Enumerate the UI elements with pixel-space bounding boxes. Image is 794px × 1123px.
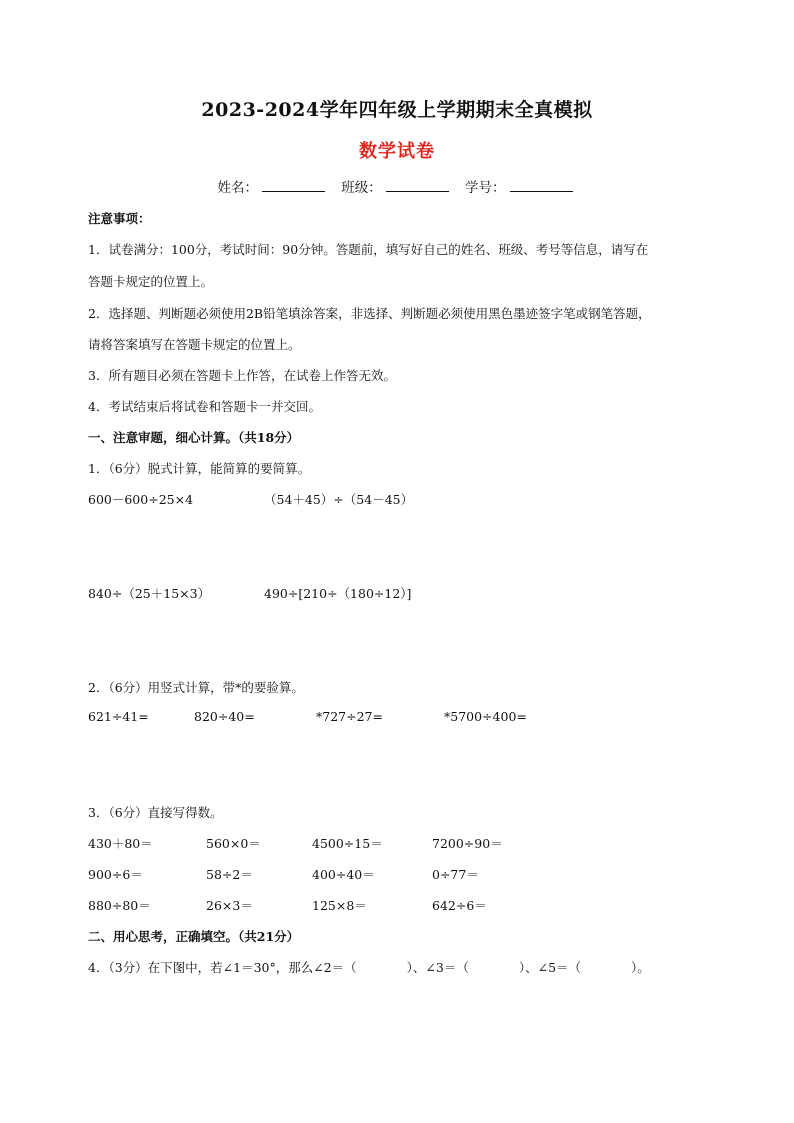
q3-item: 26×3＝ [206, 898, 253, 913]
exam-title: 2023-2024学年四年级上学期期末全真模拟 [201, 99, 593, 121]
q2-expression: 621÷41= [88, 709, 149, 724]
q1-expression: （54＋45）÷（54－45） [264, 492, 414, 507]
q3-item: 400÷40＝ [312, 867, 375, 882]
class-label: 班级： [341, 180, 382, 196]
id-blank[interactable] [510, 179, 573, 192]
q2-expression: *727÷27= [316, 709, 383, 724]
note-item-1-line-2: 答题卡规定的位置上。 [88, 274, 214, 289]
question-1-prompt: 1．（6分）脱式计算，能简算的要简算。 [88, 461, 311, 476]
section-1-heading: 一、注意审题，细心计算。（共18分） [88, 430, 300, 445]
class-blank[interactable] [386, 179, 449, 192]
note-item-4: 4．考试结束后将试卷和答题卡一并交回。 [88, 399, 321, 414]
q3-item: 58÷2＝ [206, 867, 253, 882]
q3-item: 560×0＝ [206, 836, 261, 851]
question-4-prompt: 4．（3分）在下图中，若∠1＝30°，那么∠2＝（ ）、∠3＝（ ）、∠5＝（ ）。 [88, 960, 650, 975]
exam-subtitle: 数学试卷 [359, 141, 435, 162]
section-2-heading: 二、用心思考，正确填空。（共21分） [88, 929, 300, 944]
q3-item: 125×8＝ [312, 898, 367, 913]
q1-expression: 600－600÷25×4 [88, 492, 194, 507]
q1-expression: 490÷[210÷（180÷12）] [264, 586, 412, 601]
notes-heading: 注意事项： [88, 211, 151, 226]
id-label: 学号： [465, 180, 506, 196]
q3-item: 430＋80＝ [88, 836, 153, 851]
q2-expression: *5700÷400= [444, 709, 527, 724]
q3-item: 880÷80＝ [88, 898, 151, 913]
note-item-1-line-1: 1．试卷满分：100分，考试时间：90分钟。答题前，填写好自己的姓名、班级、考号等信息，请写在 [88, 242, 649, 257]
note-item-2-line-2: 请将答案填写在答题卡规定的位置上。 [88, 337, 301, 352]
note-item-2-line-1: 2．选择题、判断题必须使用2B铅笔填涂答案，非选择、判断题必须使用黑色墨迹签字笔或钢笔答题， [88, 306, 651, 321]
q1-expression: 840÷（25＋15×3） [88, 586, 211, 601]
question-2-prompt: 2．（6分）用竖式计算，带*的要验算。 [88, 680, 304, 695]
question-3-prompt: 3．（6分）直接写得数。 [88, 805, 223, 820]
student-info-line [0, 176, 794, 196]
q3-item: 7200÷90＝ [432, 836, 503, 851]
q3-item: 0÷77＝ [432, 867, 479, 882]
q2-expression: 820÷40= [194, 709, 255, 724]
q3-item: 642÷6＝ [432, 898, 487, 913]
note-item-3: 3．所有题目必须在答题卡上作答，在试卷上作答无效。 [88, 368, 396, 383]
name-label: 姓名： [217, 180, 258, 196]
q3-item: 900÷6＝ [88, 867, 143, 882]
name-blank[interactable] [262, 179, 325, 192]
q3-item: 4500÷15＝ [312, 836, 383, 851]
